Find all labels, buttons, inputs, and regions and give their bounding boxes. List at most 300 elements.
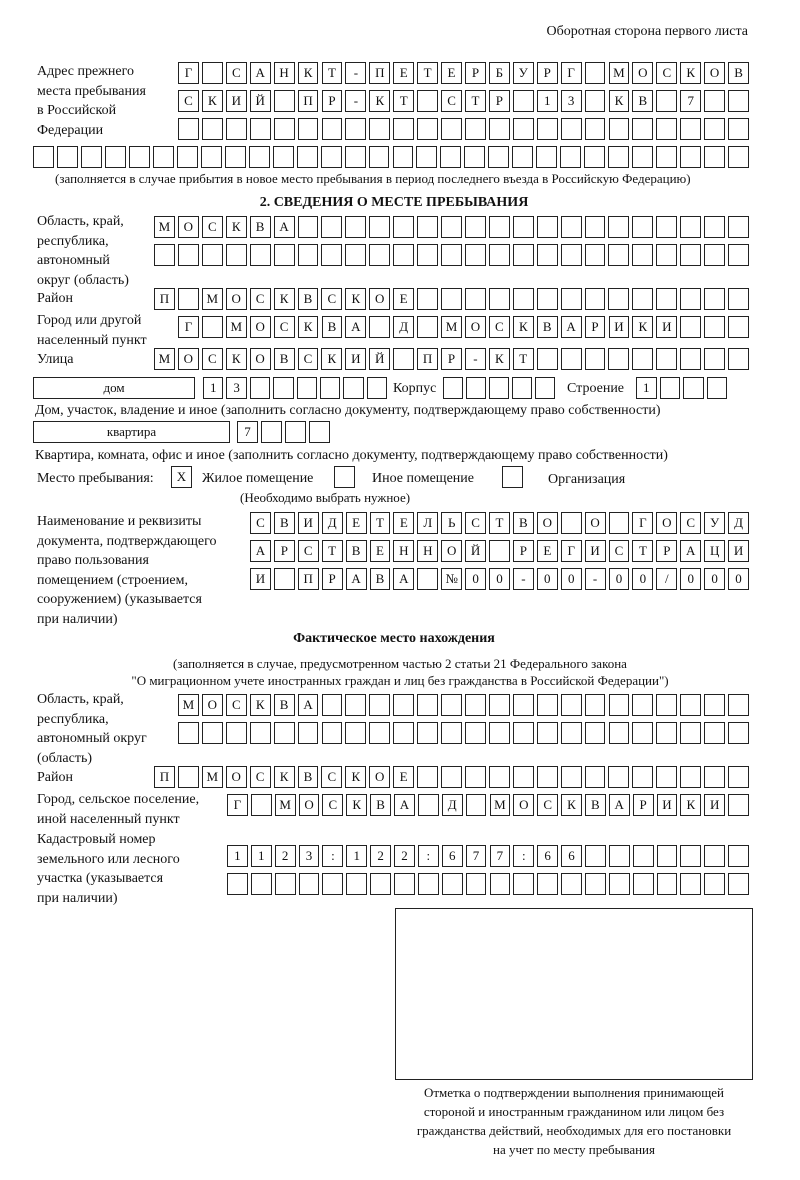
cadastral-row-1[interactable] [227,845,752,867]
city-row[interactable] [178,316,752,338]
char-cell[interactable] [632,244,653,266]
char-cell[interactable] [129,146,150,168]
char-cell[interactable] [728,288,749,310]
char-cell[interactable] [416,146,437,168]
char-cell[interactable] [299,873,320,895]
char-cell[interactable] [680,316,701,338]
char-cell[interactable]: О [202,694,223,716]
char-cell[interactable] [561,288,582,310]
char-cell[interactable]: И [609,316,630,338]
char-cell[interactable] [418,873,439,895]
char-cell[interactable] [345,694,366,716]
char-cell[interactable]: К [298,316,319,338]
char-cell[interactable] [441,244,462,266]
char-cell[interactable] [297,377,317,399]
char-cell[interactable]: М [154,216,175,238]
char-cell[interactable]: 2 [370,845,391,867]
char-cell[interactable]: Б [489,62,510,84]
char-cell[interactable]: - [585,568,606,590]
char-cell[interactable]: 1 [227,845,248,867]
char-cell[interactable] [251,873,272,895]
char-cell[interactable]: И [656,316,677,338]
char-cell[interactable] [33,146,54,168]
char-cell[interactable]: Р [441,348,462,370]
char-cell[interactable]: Т [465,90,486,112]
char-cell[interactable] [609,118,630,140]
char-cell[interactable]: 0 [537,568,558,590]
char-cell[interactable] [309,421,330,443]
char-cell[interactable] [561,766,582,788]
char-cell[interactable] [177,146,198,168]
char-cell[interactable]: В [274,348,295,370]
char-cell[interactable]: И [345,348,366,370]
char-cell[interactable] [441,216,462,238]
char-cell[interactable]: К [680,62,701,84]
char-cell[interactable] [656,146,677,168]
char-cell[interactable] [417,766,438,788]
char-cell[interactable] [609,512,630,534]
char-cell[interactable]: 0 [465,568,486,590]
char-cell[interactable] [609,694,630,716]
char-cell[interactable] [537,348,558,370]
char-cell[interactable] [153,146,174,168]
char-cell[interactable] [345,244,366,266]
char-cell[interactable]: С [298,348,319,370]
house-number-row[interactable] [203,377,390,399]
char-cell[interactable]: : [322,845,343,867]
char-cell[interactable] [178,288,199,310]
char-cell[interactable] [443,377,463,399]
char-cell[interactable] [297,146,318,168]
char-cell[interactable]: С [441,90,462,112]
char-cell[interactable] [489,540,510,562]
char-cell[interactable]: В [250,216,271,238]
char-cell[interactable]: И [250,568,271,590]
char-cell[interactable] [322,694,343,716]
char-cell[interactable]: И [298,512,319,534]
char-cell[interactable] [298,118,319,140]
char-cell[interactable] [322,873,343,895]
char-cell[interactable] [704,146,725,168]
char-cell[interactable]: Н [417,540,438,562]
char-cell[interactable]: Й [250,90,271,112]
char-cell[interactable] [274,90,295,112]
char-cell[interactable]: У [704,512,725,534]
char-cell[interactable] [465,118,486,140]
char-cell[interactable] [536,146,557,168]
char-cell[interactable] [656,766,677,788]
char-cell[interactable] [707,377,728,399]
char-cell[interactable]: Е [537,540,558,562]
char-cell[interactable] [466,873,487,895]
char-cell[interactable]: С [178,90,199,112]
char-cell[interactable] [585,348,606,370]
char-cell[interactable] [369,118,390,140]
char-cell[interactable]: О [226,766,247,788]
char-cell[interactable] [261,421,282,443]
char-cell[interactable] [585,722,606,744]
char-cell[interactable]: Р [274,540,295,562]
char-cell[interactable] [250,244,271,266]
char-cell[interactable]: П [298,90,319,112]
char-cell[interactable] [178,766,199,788]
char-cell[interactable] [322,118,343,140]
char-cell[interactable]: Г [632,512,653,534]
char-cell[interactable] [250,377,270,399]
region-row-2[interactable] [154,244,752,266]
char-cell[interactable]: О [178,348,199,370]
char-cell[interactable] [704,694,725,716]
char-cell[interactable]: 2 [394,845,415,867]
char-cell[interactable] [704,216,725,238]
char-cell[interactable] [513,722,534,744]
char-cell[interactable]: Д [442,794,463,816]
char-cell[interactable] [345,216,366,238]
char-cell[interactable]: Т [393,90,414,112]
char-cell[interactable]: Л [417,512,438,534]
char-cell[interactable]: К [250,694,271,716]
char-cell[interactable] [178,118,199,140]
char-cell[interactable]: К [345,288,366,310]
char-cell[interactable]: С [226,694,247,716]
char-cell[interactable] [488,146,509,168]
char-cell[interactable]: С [250,288,271,310]
char-cell[interactable] [489,118,510,140]
char-cell[interactable] [441,722,462,744]
char-cell[interactable]: - [513,568,534,590]
char-cell[interactable] [704,873,725,895]
char-cell[interactable]: И [704,794,725,816]
flat-type-field[interactable]: квартира [33,421,230,443]
char-cell[interactable]: О [537,512,558,534]
char-cell[interactable] [202,316,223,338]
char-cell[interactable] [322,722,343,744]
char-cell[interactable]: 1 [636,377,657,399]
char-cell[interactable]: А [345,316,366,338]
char-cell[interactable]: Д [728,512,749,534]
actual-city-row[interactable] [227,794,752,816]
char-cell[interactable]: С [250,512,271,534]
char-cell[interactable]: Д [393,316,414,338]
char-cell[interactable]: К [680,794,701,816]
char-cell[interactable]: С [274,316,295,338]
char-cell[interactable] [441,766,462,788]
char-cell[interactable]: 1 [346,845,367,867]
char-cell[interactable] [345,118,366,140]
char-cell[interactable]: А [609,794,630,816]
char-cell[interactable]: 6 [537,845,558,867]
char-cell[interactable]: К [369,90,390,112]
char-cell[interactable] [537,118,558,140]
char-cell[interactable] [728,694,749,716]
char-cell[interactable]: М [202,288,223,310]
char-cell[interactable]: Н [393,540,414,562]
char-cell[interactable] [632,216,653,238]
char-cell[interactable] [585,90,606,112]
char-cell[interactable] [489,766,510,788]
char-cell[interactable]: Ь [441,512,462,534]
char-cell[interactable]: 0 [704,568,725,590]
char-cell[interactable]: С [322,794,343,816]
char-cell[interactable]: Т [513,348,534,370]
char-cell[interactable]: Е [370,540,391,562]
doc-row-3[interactable] [250,568,752,590]
char-cell[interactable] [369,722,390,744]
char-cell[interactable] [680,146,701,168]
char-cell[interactable] [250,722,271,744]
char-cell[interactable]: Т [322,62,343,84]
char-cell[interactable] [585,288,606,310]
prev-address-row-3[interactable] [178,118,752,140]
char-cell[interactable] [728,873,749,895]
char-cell[interactable]: М [441,316,462,338]
char-cell[interactable] [680,216,701,238]
char-cell[interactable] [633,845,654,867]
building-row[interactable] [636,377,730,399]
char-cell[interactable]: 7 [680,90,701,112]
char-cell[interactable]: Р [633,794,654,816]
char-cell[interactable] [609,722,630,744]
street-row[interactable] [154,348,752,370]
char-cell[interactable] [369,694,390,716]
char-cell[interactable]: Т [489,512,510,534]
char-cell[interactable]: С [465,512,486,534]
char-cell[interactable] [367,377,387,399]
char-cell[interactable] [226,244,247,266]
char-cell[interactable] [321,146,342,168]
char-cell[interactable]: Ц [704,540,725,562]
char-cell[interactable] [537,694,558,716]
char-cell[interactable]: С [298,540,319,562]
char-cell[interactable]: М [226,316,247,338]
char-cell[interactable] [345,146,366,168]
char-cell[interactable]: Г [561,62,582,84]
char-cell[interactable]: В [346,540,367,562]
char-cell[interactable] [537,766,558,788]
char-cell[interactable] [393,722,414,744]
char-cell[interactable] [346,873,367,895]
char-cell[interactable] [608,146,629,168]
char-cell[interactable]: Р [322,90,343,112]
char-cell[interactable] [609,873,630,895]
char-cell[interactable] [441,288,462,310]
char-cell[interactable]: № [441,568,462,590]
char-cell[interactable] [105,146,126,168]
char-cell[interactable] [561,694,582,716]
char-cell[interactable] [274,244,295,266]
char-cell[interactable] [417,722,438,744]
char-cell[interactable] [393,146,414,168]
char-cell[interactable] [512,377,532,399]
char-cell[interactable]: : [418,845,439,867]
char-cell[interactable] [608,288,629,310]
char-cell[interactable] [465,722,486,744]
char-cell[interactable] [704,118,725,140]
char-cell[interactable]: А [250,540,271,562]
region-row-1[interactable] [154,216,752,238]
char-cell[interactable] [275,873,296,895]
char-cell[interactable] [632,694,653,716]
char-cell[interactable] [704,845,725,867]
char-cell[interactable]: П [298,568,319,590]
char-cell[interactable] [680,348,701,370]
char-cell[interactable] [226,118,247,140]
char-cell[interactable] [561,216,582,238]
char-cell[interactable] [680,244,701,266]
char-cell[interactable] [513,90,534,112]
char-cell[interactable] [393,118,414,140]
char-cell[interactable] [632,118,653,140]
doc-row-1[interactable] [250,512,752,534]
char-cell[interactable] [561,348,582,370]
char-cell[interactable] [537,873,558,895]
char-cell[interactable] [202,118,223,140]
char-cell[interactable] [343,377,363,399]
char-cell[interactable] [417,568,438,590]
char-cell[interactable]: А [680,540,701,562]
char-cell[interactable]: О [299,794,320,816]
char-cell[interactable] [656,348,677,370]
char-cell[interactable] [656,244,677,266]
char-cell[interactable] [513,244,534,266]
char-cell[interactable]: В [728,62,749,84]
char-cell[interactable] [535,377,555,399]
doc-row-2[interactable] [250,540,752,562]
char-cell[interactable] [417,244,438,266]
char-cell[interactable]: Г [178,62,199,84]
char-cell[interactable] [369,216,390,238]
char-cell[interactable] [489,216,510,238]
char-cell[interactable]: 6 [442,845,463,867]
place-option-other-checkbox[interactable] [334,466,355,488]
char-cell[interactable] [680,722,701,744]
char-cell[interactable] [632,766,653,788]
char-cell[interactable]: О [441,540,462,562]
actual-region-row-2[interactable] [178,722,752,744]
char-cell[interactable]: В [585,794,606,816]
prev-address-row-1[interactable] [178,62,752,84]
char-cell[interactable]: С [321,288,342,310]
char-cell[interactable]: Р [489,90,510,112]
char-cell[interactable] [584,146,605,168]
char-cell[interactable] [418,794,439,816]
char-cell[interactable]: О [704,62,725,84]
char-cell[interactable] [489,722,510,744]
char-cell[interactable] [632,722,653,744]
char-cell[interactable] [465,244,486,266]
char-cell[interactable] [369,146,390,168]
char-cell[interactable]: Р [537,62,558,84]
char-cell[interactable] [298,216,319,238]
char-cell[interactable]: Е [393,766,414,788]
char-cell[interactable] [657,845,678,867]
prev-address-row-2[interactable] [178,90,752,112]
char-cell[interactable]: А [298,694,319,716]
char-cell[interactable] [728,722,749,744]
char-cell[interactable] [656,90,677,112]
char-cell[interactable] [321,216,342,238]
char-cell[interactable]: 7 [466,845,487,867]
char-cell[interactable] [728,794,749,816]
char-cell[interactable] [513,216,534,238]
place-option-organization-checkbox[interactable] [502,466,523,488]
char-cell[interactable]: О [226,288,247,310]
char-cell[interactable]: 0 [728,568,749,590]
char-cell[interactable] [369,316,390,338]
char-cell[interactable]: Р [585,316,606,338]
char-cell[interactable] [513,288,534,310]
char-cell[interactable] [656,694,677,716]
char-cell[interactable] [465,694,486,716]
char-cell[interactable]: В [370,794,391,816]
char-cell[interactable]: 1 [251,845,272,867]
char-cell[interactable] [512,146,533,168]
char-cell[interactable]: П [154,288,175,310]
char-cell[interactable] [154,244,175,266]
char-cell[interactable] [393,244,414,266]
char-cell[interactable]: В [274,694,295,716]
char-cell[interactable]: 3 [299,845,320,867]
char-cell[interactable]: 1 [203,377,223,399]
char-cell[interactable] [466,377,486,399]
char-cell[interactable] [632,288,653,310]
char-cell[interactable] [202,244,223,266]
char-cell[interactable]: С [537,794,558,816]
char-cell[interactable]: 0 [609,568,630,590]
char-cell[interactable]: Т [370,512,391,534]
char-cell[interactable]: / [656,568,677,590]
char-cell[interactable]: 1 [537,90,558,112]
char-cell[interactable]: 2 [275,845,296,867]
char-cell[interactable]: - [345,62,366,84]
char-cell[interactable] [680,288,701,310]
char-cell[interactable] [394,873,415,895]
char-cell[interactable]: Е [393,288,414,310]
char-cell[interactable] [680,766,701,788]
char-cell[interactable] [728,316,749,338]
char-cell[interactable]: О [178,216,199,238]
char-cell[interactable]: Т [322,540,343,562]
char-cell[interactable] [585,62,606,84]
char-cell[interactable]: А [561,316,582,338]
char-cell[interactable]: К [561,794,582,816]
char-cell[interactable] [490,873,511,895]
place-option-residential-checkbox[interactable]: X [171,466,192,488]
char-cell[interactable]: К [489,348,510,370]
char-cell[interactable] [417,694,438,716]
char-cell[interactable] [537,288,558,310]
char-cell[interactable]: А [346,568,367,590]
char-cell[interactable]: К [632,316,653,338]
char-cell[interactable] [608,348,629,370]
char-cell[interactable] [285,421,306,443]
char-cell[interactable]: К [202,90,223,112]
char-cell[interactable] [728,216,749,238]
char-cell[interactable]: - [345,90,366,112]
char-cell[interactable]: К [609,90,630,112]
char-cell[interactable] [298,722,319,744]
district-row[interactable] [154,288,752,310]
prev-address-row-4[interactable] [33,146,752,168]
char-cell[interactable] [728,766,749,788]
char-cell[interactable] [274,118,295,140]
char-cell[interactable] [680,694,701,716]
char-cell[interactable]: 7 [490,845,511,867]
char-cell[interactable]: М [202,766,223,788]
cadastral-row-2[interactable] [227,873,752,895]
char-cell[interactable]: И [226,90,247,112]
char-cell[interactable]: Т [632,540,653,562]
